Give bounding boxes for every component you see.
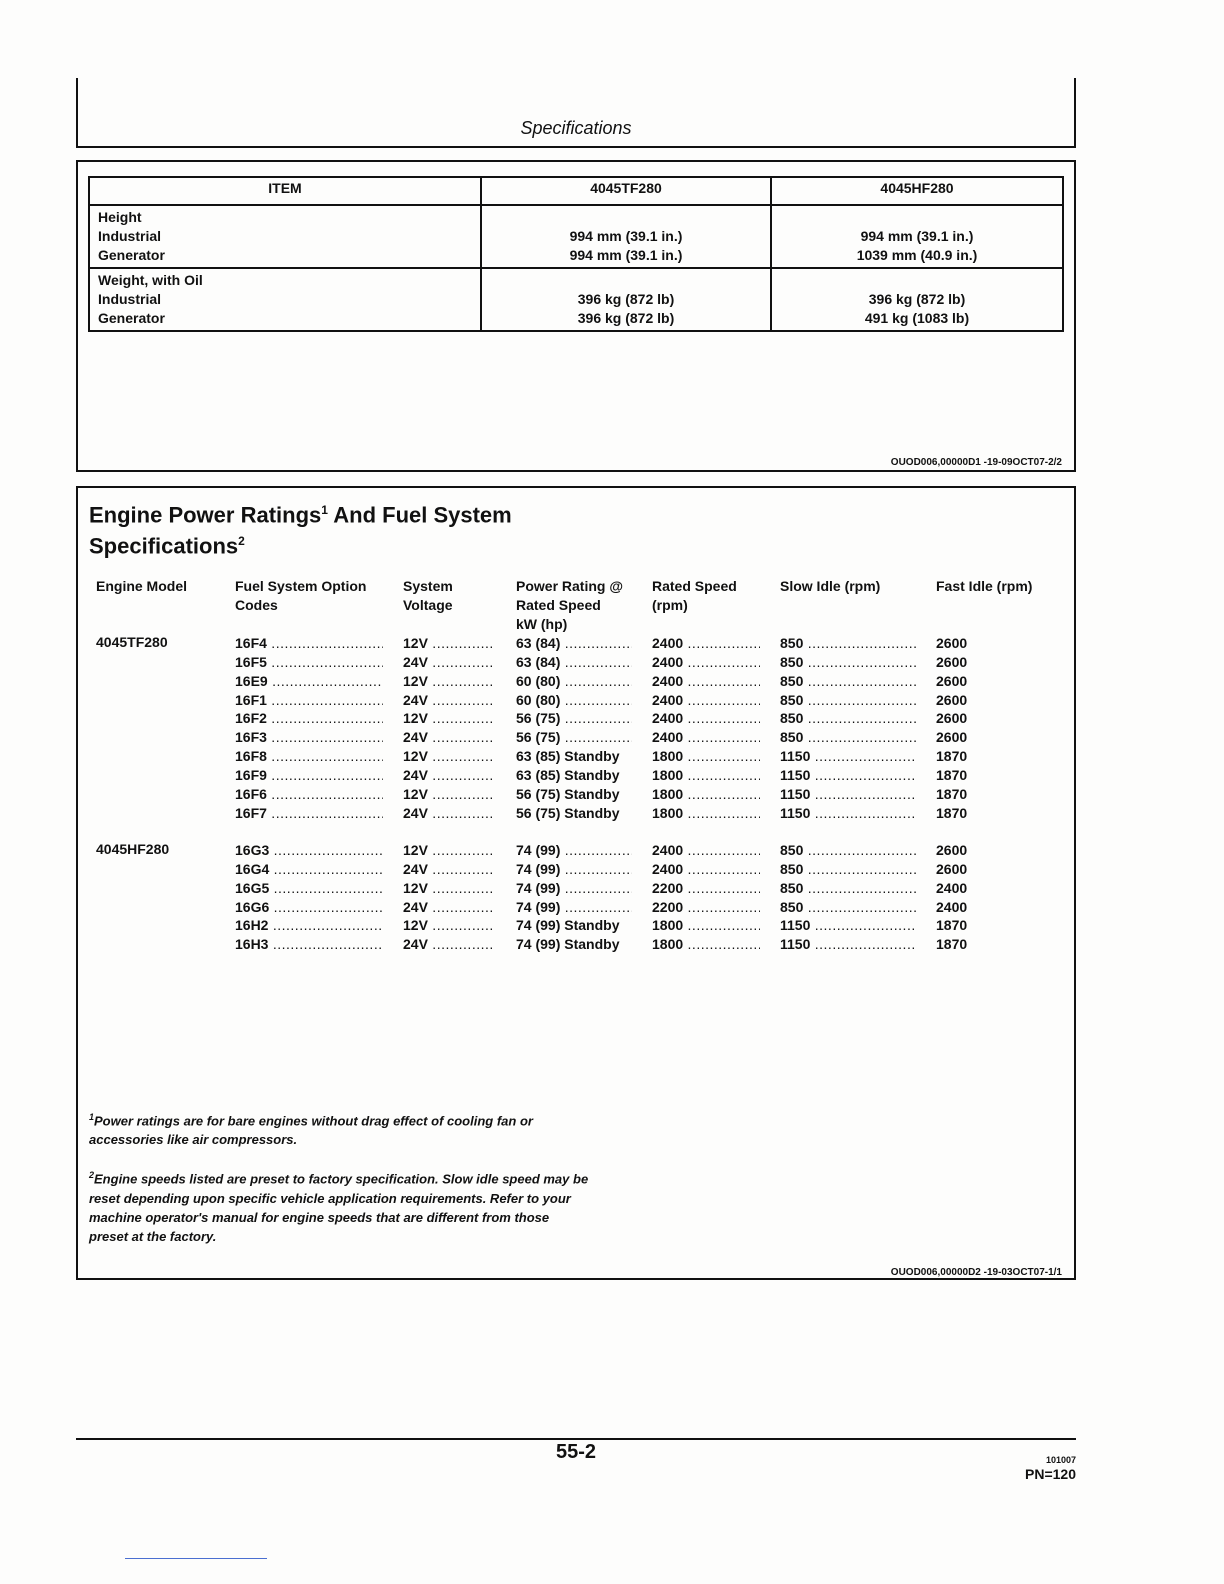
power-rating: 63 (85) Standby [516,766,620,783]
hf280-cell [771,205,1063,268]
footnotes [89,1108,589,1263]
voltage: 12V ..... [403,634,495,653]
item-header: ITEM [89,177,481,205]
cell-line: 994 mm (39.1 in.) [569,247,683,263]
power-rating: 56 (75) ..... [516,709,632,728]
footnote-marker: 2 [89,1170,95,1181]
fuel-code: 16G5 ..... [235,879,383,898]
slow-idle: 850 ..... [780,691,916,710]
cell-line: 396 kg (872 lb) [577,310,675,326]
slow-idle: 1150 ..... [780,804,916,823]
fuel-code: 16F3 ..... [235,728,383,747]
rated-speed: 2400 ..... [652,634,760,653]
voltage: 24V ..... [403,898,495,917]
cell-line: 396 kg (872 lb) [868,291,966,307]
power-rating: 63 (84) ..... [516,653,632,672]
ratings-heading [89,497,512,560]
voltage: 24V ..... [403,804,495,823]
cell-line: 396 kg (872 lb) [577,291,675,307]
fast-idle: 2600 [936,653,968,670]
slow-idle: 1150 ..... [780,916,916,935]
fast-idle: 2600 [936,635,968,651]
voltage: 24V ..... [403,860,495,879]
page-number: 55-2 [555,1441,597,1463]
fuel-code: 16F9 ..... [235,766,383,785]
rated-speed: 1800 ..... [652,935,760,954]
power-rating: 63 (85) Standby [516,748,620,765]
footnote-1 [89,1108,589,1149]
fast-idle: 1870 [936,917,968,934]
power-rating: 63 (84) ..... [516,634,632,653]
fuel-code: 16G3 ..... [235,841,383,860]
section-title: Specifications [520,118,632,138]
footnote-ref: 1 [321,503,328,517]
footnote-ref: 2 [238,534,245,549]
dimensions-table [88,176,1064,332]
column-header: Fast Idle (rpm) [936,578,1033,594]
rated-speed: 2200 ..... [652,898,760,917]
page-pn: PN=120 [1025,1466,1076,1482]
column-header: Rated Speed (rpm) [652,578,737,613]
fuel-code: 16H3 ..... [235,935,383,954]
fuel-code: 16G6 ..... [235,898,383,917]
tf280-header: 4045TF280 [481,177,771,205]
item-cell [89,205,481,268]
footnote-text: Power ratings are for bare engines without drag effect of cooling fan or accessories like air compressors. [89,1113,533,1148]
cell-line [780,208,1054,227]
fuel-code: 16F1 ..... [235,691,383,710]
cell-line: 994 mm (39.1 in.) [569,228,683,244]
cell-line [490,271,762,290]
slow-idle: 850 ..... [780,898,916,917]
cell-line: 994 mm (39.1 in.) [860,228,974,244]
voltage: 24V ..... [403,935,495,954]
rated-speed: 1800 ..... [652,785,760,804]
power-rating: 74 (99) Standby [516,936,620,953]
item-cell [89,268,481,331]
footnote-marker: 1 [89,1112,95,1122]
cell-line: Generator [98,247,165,263]
fast-idle: 1870 [936,785,968,802]
power-rating: 56 (75) Standby [516,804,620,821]
cell-line: Height [98,209,142,225]
fast-idle: 2400 [936,879,968,896]
fast-idle: 2600 [936,842,968,858]
fast-idle: 2600 [936,691,968,708]
slow-idle: 850 ..... [780,709,916,728]
rated-speed: 2400 ..... [652,728,760,747]
rated-speed: 1800 ..... [652,916,760,935]
fast-idle: 2400 [936,898,968,915]
power-rating: 56 (75) Standby [516,785,620,802]
footer-divider [76,1438,1076,1440]
rated-speed: 2400 ..... [652,860,760,879]
table-header-row [89,177,1063,205]
reference-code: OUOD006,00000D2 -19-03OCT07-1/1 [890,1267,1062,1278]
fast-idle: 2600 [936,710,968,727]
fuel-code: 16F6 ..... [235,785,383,804]
power-rating: 60 (80) ..... [516,691,632,710]
voltage: 24V ..... [403,653,495,672]
rated-speed: 2400 ..... [652,653,760,672]
cell-line: Industrial [98,291,162,307]
cell-line: Weight, with Oil [98,272,203,288]
slow-idle: 850 ..... [780,653,916,672]
rated-speed: 1800 ..... [652,766,760,785]
slow-idle: 850 ..... [780,879,916,898]
cell-line: 491 kg (1083 lb) [864,310,970,326]
power-rating: 74 (99) Standby [516,917,620,934]
fuel-code: 16F2 ..... [235,709,383,728]
cell-line: Industrial [98,228,162,244]
rated-speed: 2400 ..... [652,672,760,691]
reference-code: OUOD006,00000D1 -19-09OCT07-2/2 [890,457,1062,468]
fuel-code: 16F7 ..... [235,804,383,823]
fast-idle: 1870 [936,766,968,783]
doc-code: 101007 [1045,1455,1076,1465]
voltage: 12V ..... [403,879,495,898]
voltage: 12V ..... [403,747,495,766]
cell-line: Generator [98,310,165,326]
rated-speed: 1800 ..... [652,747,760,766]
bottom-link-line [125,1558,267,1559]
slow-idle: 1150 ..... [780,935,916,954]
fuel-code: 16E9 ..... [235,672,383,691]
rated-speed: 1800 ..... [652,804,760,823]
slow-idle: 850 ..... [780,841,916,860]
heading-text: And Fuel System [327,502,512,528]
slow-idle: 1150 ..... [780,747,916,766]
power-rating: 74 (99) ..... [516,879,632,898]
fast-idle: 2600 [936,860,968,877]
cell-line: 1039 mm (40.9 in.) [856,247,978,263]
power-rating: 74 (99) ..... [516,841,632,860]
power-rating: 56 (75) ..... [516,728,632,747]
slow-idle: 850 ..... [780,860,916,879]
hf280-header: 4045HF280 [771,177,1063,205]
footnote-text: Engine speeds listed are preset to factory specification. Slow idle speed may be reset depending upon specific vehicle application requirements. Refer to your machine operator's manual for engine speeds that are different from those preset at the factory. [89,1171,589,1244]
slow-idle: 850 ..... [780,672,916,691]
cell-line [490,208,762,227]
rated-speed: 2400 ..... [652,709,760,728]
power-rating: 60 (80) ..... [516,672,632,691]
column-header: Fuel System Option Codes [235,578,367,613]
fuel-code: 16F5 ..... [235,653,383,672]
column-header: System Voltage [403,578,453,613]
fast-idle: 1870 [936,804,968,821]
voltage: 12V ..... [403,841,495,860]
voltage: 12V ..... [403,709,495,728]
slow-idle: 1150 ..... [780,766,916,785]
fast-idle: 1870 [936,748,968,765]
heading-text: Engine Power Ratings [89,502,322,528]
voltage: 24V ..... [403,766,495,785]
fast-idle: 2600 [936,672,968,689]
engine-model: 4045HF280 [96,841,170,857]
rated-speed: 2400 ..... [652,841,760,860]
slow-idle: 1150 ..... [780,785,916,804]
slow-idle: 850 ..... [780,634,916,653]
fuel-code: 16F8 ..... [235,747,383,766]
voltage: 12V ..... [403,672,495,691]
power-rating: 74 (99) ..... [516,860,632,879]
table-row [89,205,1063,268]
column-header: Power Rating @ Rated Speed kW (hp) [516,578,623,632]
voltage: 12V ..... [403,916,495,935]
voltage: 24V ..... [403,691,495,710]
rated-speed: 2400 ..... [652,691,760,710]
cell-line [780,271,1054,290]
column-header: Slow Idle (rpm) [780,578,881,594]
table-row [89,268,1063,331]
engine-model: 4045TF280 [96,634,168,650]
power-rating: 74 (99) ..... [516,898,632,917]
fast-idle: 2600 [936,729,968,746]
tf280-cell [481,268,771,331]
hf280-cell [771,268,1063,331]
fuel-code: 16G4 ..... [235,860,383,879]
tf280-cell [481,205,771,268]
heading-text: Specifications [89,533,239,559]
column-header: Engine Model [96,578,187,594]
fast-idle: 1870 [936,936,968,953]
slow-idle: 850 ..... [780,728,916,747]
fuel-code: 16H2 ..... [235,916,383,935]
voltage: 24V ..... [403,728,495,747]
fuel-code: 16F4 ..... [235,634,383,653]
footnote-2 [89,1166,589,1245]
rated-speed: 2200 ..... [652,879,760,898]
voltage: 12V ..... [403,785,495,804]
